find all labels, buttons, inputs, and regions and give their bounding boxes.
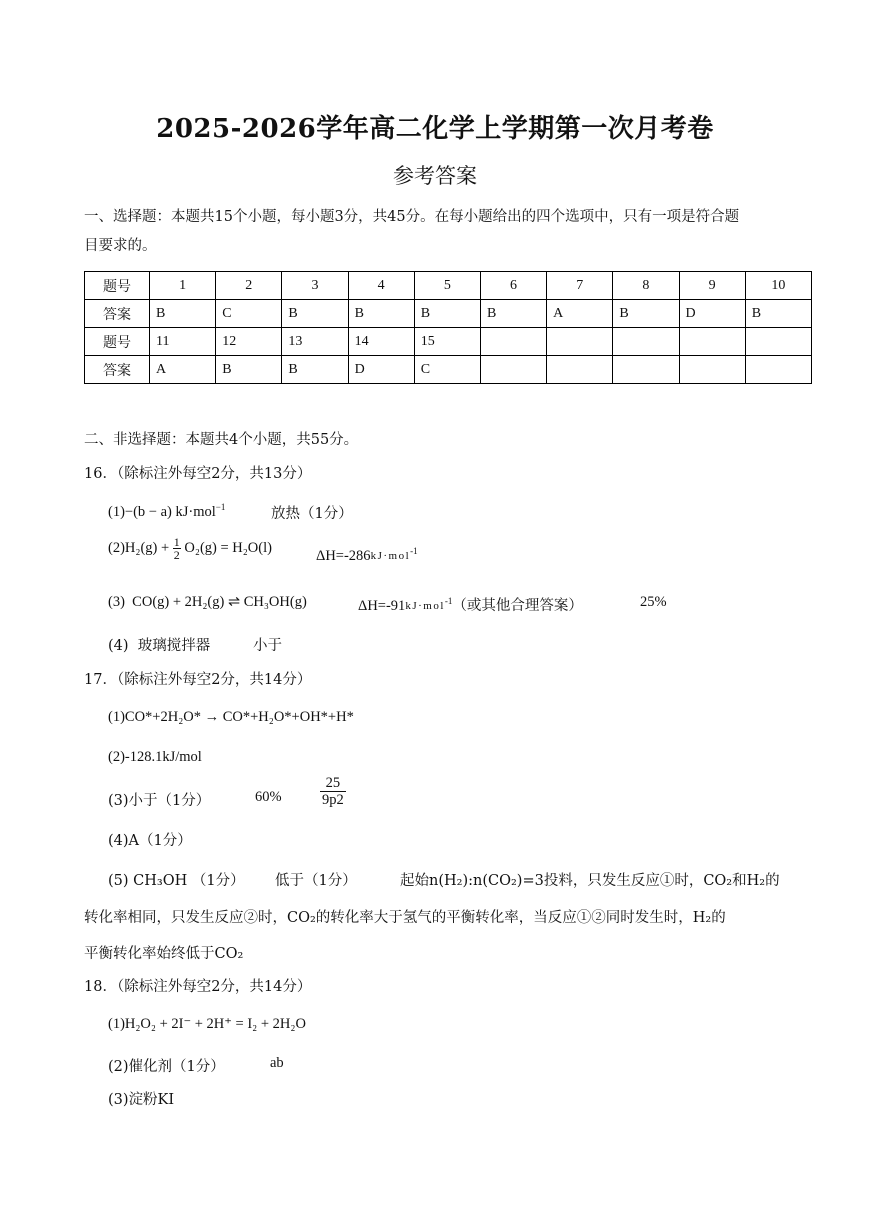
table-cell: D xyxy=(679,300,745,328)
section1-line2: 目要求的。 xyxy=(84,238,157,254)
q17-answer-5-text2: 转化率相同，只发生反应②时，CO₂的转化率大于氢气的平衡转化率，当反应①②同时发生时，H₂的 xyxy=(84,910,726,926)
q17-answer-1: (1)CO*+2H₂O* → CO*+H₂O*+OH*+H* xyxy=(108,709,354,725)
fraction xyxy=(320,775,346,808)
answer-exponent: −1 xyxy=(215,502,226,512)
table-cell: 3 xyxy=(282,272,348,300)
table-cell xyxy=(547,328,613,356)
enthalpy-value: ΔH=-91 xyxy=(358,598,406,614)
table-cell: B xyxy=(216,356,282,384)
table-cell xyxy=(745,328,811,356)
q17-answer-3-percent: 60% xyxy=(255,789,282,805)
q16-answer-4-b: 小于 xyxy=(253,638,282,654)
table-cell xyxy=(745,356,811,384)
enthalpy-value: ΔH=-286 xyxy=(316,547,371,564)
table-cell: 12 xyxy=(216,328,282,356)
table-label-cell: 题号 xyxy=(85,328,150,356)
table-cell: 4 xyxy=(348,272,414,300)
q18-answer-2: (2)催化剂（1分） xyxy=(108,1059,225,1075)
q16-answer-2-enthalpy xyxy=(316,546,418,565)
table-row xyxy=(85,328,812,356)
table-label-cell: 答案 xyxy=(85,300,150,328)
q18-answer-3: (3)淀粉KI xyxy=(108,1092,175,1108)
table-cell: 5 xyxy=(414,272,480,300)
answer-note: （或其他合理答案） xyxy=(452,598,583,614)
fraction-numerator: 1 xyxy=(173,535,180,549)
section1-line1: 一、选择题：本题共15个小题，每小题3分，共45分。在每小题给出的四个选项中，只有一项是符合题 xyxy=(84,209,740,225)
table-cell xyxy=(613,328,679,356)
table-cell: B xyxy=(282,356,348,384)
q17-answer-3-fraction xyxy=(320,775,346,808)
table-cell xyxy=(547,356,613,384)
table-cell xyxy=(613,356,679,384)
table-cell: B xyxy=(150,300,216,328)
table-cell xyxy=(480,356,546,384)
table-cell: B xyxy=(414,300,480,328)
q18-answer-2-choice: ab xyxy=(270,1055,284,1071)
table-cell: C xyxy=(216,300,282,328)
table-cell: 7 xyxy=(547,272,613,300)
table-label-cell: 题号 xyxy=(85,272,150,300)
table-cell: B xyxy=(480,300,546,328)
table-cell: A xyxy=(150,356,216,384)
q16-answer-3 xyxy=(108,594,307,611)
fraction-denominator: 9p2 xyxy=(322,792,344,808)
q16-answer-1 xyxy=(108,502,225,521)
table-cell: A xyxy=(547,300,613,328)
table-label-cell: 答案 xyxy=(85,356,150,384)
page-title: 2025-2026学年高二化学上学期第一次月考卷 xyxy=(156,114,714,144)
table-row xyxy=(85,356,812,384)
table-cell: 8 xyxy=(613,272,679,300)
table-row xyxy=(85,300,812,328)
q16-answer-1-note: 放热（1分） xyxy=(271,506,353,522)
q17-answer-4: (4)A（1分） xyxy=(108,833,192,849)
q16-answer-4 xyxy=(108,634,210,655)
unit-exponent: -1 xyxy=(444,596,453,607)
table-cell: B xyxy=(613,300,679,328)
table-cell xyxy=(679,356,745,384)
equation: CO(g) + 2H₂(g) ⇌ CH₃OH(g) xyxy=(132,594,307,610)
answer-label: (1) xyxy=(108,503,125,520)
answer-label: (3) xyxy=(108,594,125,610)
table-cell: 14 xyxy=(348,328,414,356)
q17-answer-3: (3)小于（1分） xyxy=(108,793,211,809)
q17-answer-5-text3: 平衡转化率始终低于CO₂ xyxy=(84,946,244,962)
answer-table xyxy=(84,271,812,384)
fraction xyxy=(173,536,181,561)
answer-label: (4) xyxy=(108,638,129,654)
table-cell: 2 xyxy=(216,272,282,300)
unit-exponent: -1 xyxy=(410,546,418,556)
table-cell: 15 xyxy=(414,328,480,356)
table-cell xyxy=(480,328,546,356)
answer-text: 玻璃搅拌器 xyxy=(137,638,211,654)
q18-heading: 18．（除标注外每空2分，共14分） xyxy=(84,979,312,995)
enthalpy-unit: kJ·mol xyxy=(405,600,445,612)
q17-answer-2: (2)-128.1kJ/mol xyxy=(108,749,202,765)
table-cell: D xyxy=(348,356,414,384)
table-cell: 11 xyxy=(150,328,216,356)
equation-left: H₂(g) + xyxy=(124,539,170,556)
q17-heading: 17．（除标注外每空2分，共14分） xyxy=(84,672,312,688)
table-cell: 6 xyxy=(480,272,546,300)
page-subtitle: 参考答案 xyxy=(393,164,477,188)
answer-expression: −(b − a) kJ·mol xyxy=(124,503,216,520)
table-row xyxy=(85,272,812,300)
section2-heading: 二、非选择题：本题共4个小题，共55分。 xyxy=(84,432,359,448)
table-cell: 13 xyxy=(282,328,348,356)
equation-right: O₂(g) = H₂O(l) xyxy=(184,539,272,556)
q17-answer-5-low: 低于（1分） xyxy=(275,873,357,889)
table-cell: C xyxy=(414,356,480,384)
table-cell xyxy=(679,328,745,356)
q18-answer-1: (1)H₂O₂ + 2I⁻ + 2H⁺ = I₂ + 2H₂O xyxy=(108,1016,306,1032)
fraction-denominator: 2 xyxy=(173,548,180,562)
q16-answer-3-enthalpy xyxy=(358,594,583,615)
table-cell: 10 xyxy=(745,272,811,300)
enthalpy-unit: kJ·mol xyxy=(370,549,411,562)
q16-heading: 16．（除标注外每空2分，共13分） xyxy=(84,466,312,482)
table-cell: B xyxy=(348,300,414,328)
table-cell: 1 xyxy=(150,272,216,300)
answer-label: (2) xyxy=(108,539,125,556)
q17-answer-5: (5) CH₃OH （1分） xyxy=(108,873,245,889)
table-cell: B xyxy=(282,300,348,328)
fraction-numerator: 25 xyxy=(320,775,346,792)
table-cell: 9 xyxy=(679,272,745,300)
q17-answer-5-text1: 起始n(H₂):n(CO₂)=3投料，只发生反应①时，CO₂和H₂的 xyxy=(400,873,780,889)
table-cell: B xyxy=(745,300,811,328)
q16-answer-2 xyxy=(108,536,272,561)
q16-answer-3-percent: 25% xyxy=(640,594,667,610)
